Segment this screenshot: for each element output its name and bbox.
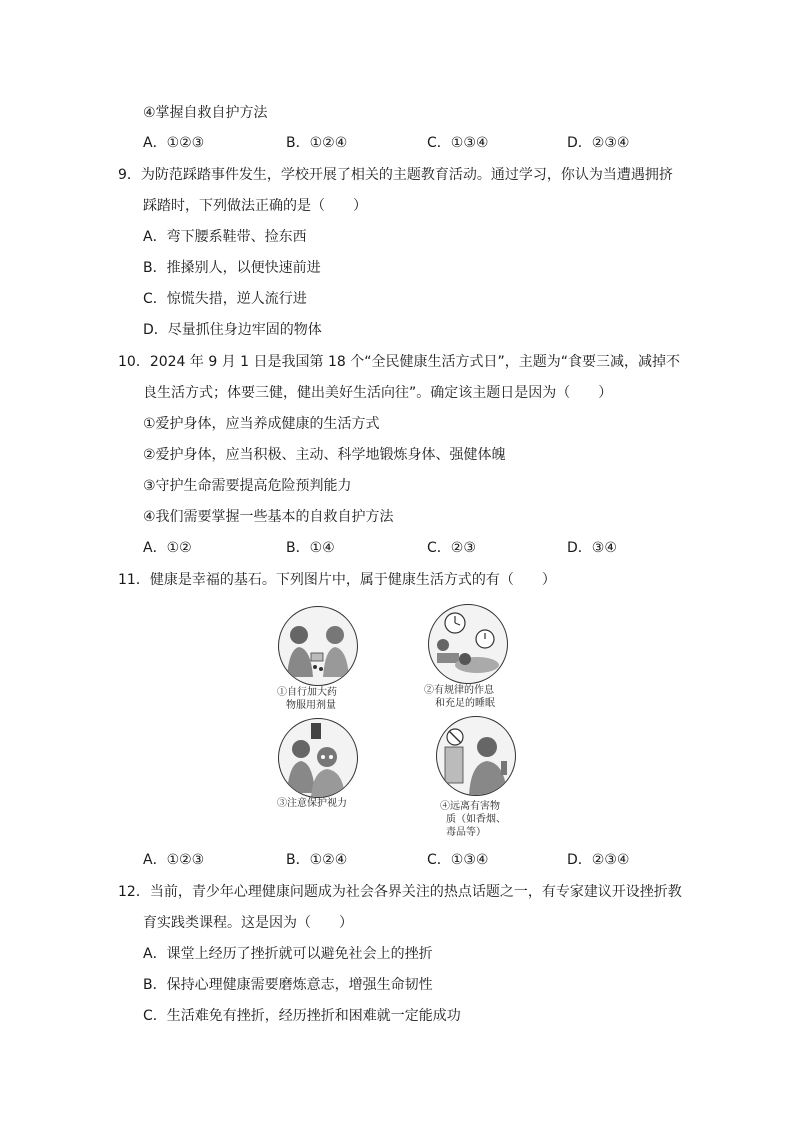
picture-medicine-illustration <box>278 606 358 686</box>
q9-stem-line2: 踩踏时，下列做法正确的是（ ） <box>143 198 367 214</box>
q10-stem-line1: 10．2024 年 9 月 1 日是我国第 18 个“全民健康生活方式日”，主题为“食要三减，减掉不 <box>118 354 680 370</box>
q8-option-c: C．①③④ <box>427 135 489 151</box>
q10-stem-line2: 良生活方式；体要三健，健出美好生活向往”。确定该主题日是因为（ ） <box>143 385 613 401</box>
q10-item-2: ②爱护身体，应当积极、主动、科学地锻炼身体、强健体魄 <box>143 447 506 463</box>
q11-option-a: A．①②③ <box>143 852 205 868</box>
picture-2-caption-line1: ②有规律的作息 <box>424 685 494 696</box>
picture-no-smoking-illustration <box>436 716 516 796</box>
picture-3-caption-line1: ③注意保护视力 <box>277 798 347 809</box>
q9-option-c: C．惊慌失措，逆人流行进 <box>143 291 307 307</box>
q11-option-b: B．①②④ <box>286 852 348 868</box>
q9-stem-line1: 9．为防范踩踏事件发生，学校开展了相关的主题教育活动。通过学习，你认为当遭遇拥挤 <box>118 167 673 183</box>
q12-stem-line1: 12．当前，青少年心理健康问题成为社会各界关注的热点话题之一，有专家建议开设挫折教 <box>118 884 682 900</box>
picture-1-caption-line2: 物服用剂量 <box>286 700 336 711</box>
q12-option-b: B．保持心理健康需要磨炼意志，增强生命韧性 <box>143 977 433 993</box>
q12-option-c: C．生活难免有挫折，经历挫折和困难就一定能成功 <box>143 1008 461 1024</box>
q10-item-1: ①爱护身体，应当养成健康的生活方式 <box>143 416 380 432</box>
picture-4-caption-line1: ④远离有害物 <box>440 801 500 812</box>
q9-option-d: D．尽量抓住身边牢固的物体 <box>143 322 322 338</box>
q12-option-a: A．课堂上经历了挫折就可以避免社会上的挫折 <box>143 946 433 962</box>
q10-option-a: A．①② <box>143 540 192 556</box>
q9-option-b: B．推搡别人，以便快速前进 <box>143 260 321 276</box>
q8-option-b: B．①②④ <box>286 135 348 151</box>
q12-stem-line2: 育实践类课程。这是因为（ ） <box>143 915 353 931</box>
q8-item-4: ④掌握自救自护方法 <box>143 105 268 121</box>
q8-option-d: D．②③④ <box>567 135 630 151</box>
picture-sleep-illustration <box>428 604 508 684</box>
picture-1-caption-line1: ①自行加大药 <box>277 687 337 698</box>
q11-option-d: D．②③④ <box>567 852 630 868</box>
q11-stem-line1: 11．健康是幸福的基石。下列图片中，属于健康生活方式的有（ ） <box>118 572 556 588</box>
q11-option-c: C．①③④ <box>427 852 489 868</box>
q10-option-d: D．③④ <box>567 540 617 556</box>
q8-option-a: A．①②③ <box>143 135 205 151</box>
picture-2-caption-line2: 和充足的睡眠 <box>435 698 495 709</box>
q10-item-3: ③守护生命需要提高危险预判能力 <box>143 478 352 494</box>
q9-option-a: A．弯下腰系鞋带、捡东西 <box>143 229 307 245</box>
q10-option-b: B．①④ <box>286 540 335 556</box>
picture-eyesight-illustration <box>278 718 358 798</box>
q10-item-4: ④我们需要掌握一些基本的自救自护方法 <box>143 509 394 525</box>
q10-option-c: C．②③ <box>427 540 476 556</box>
picture-4-caption-line3: 毒品等） <box>446 827 486 838</box>
picture-4-caption-line2: 质（如香烟、 <box>446 814 506 825</box>
